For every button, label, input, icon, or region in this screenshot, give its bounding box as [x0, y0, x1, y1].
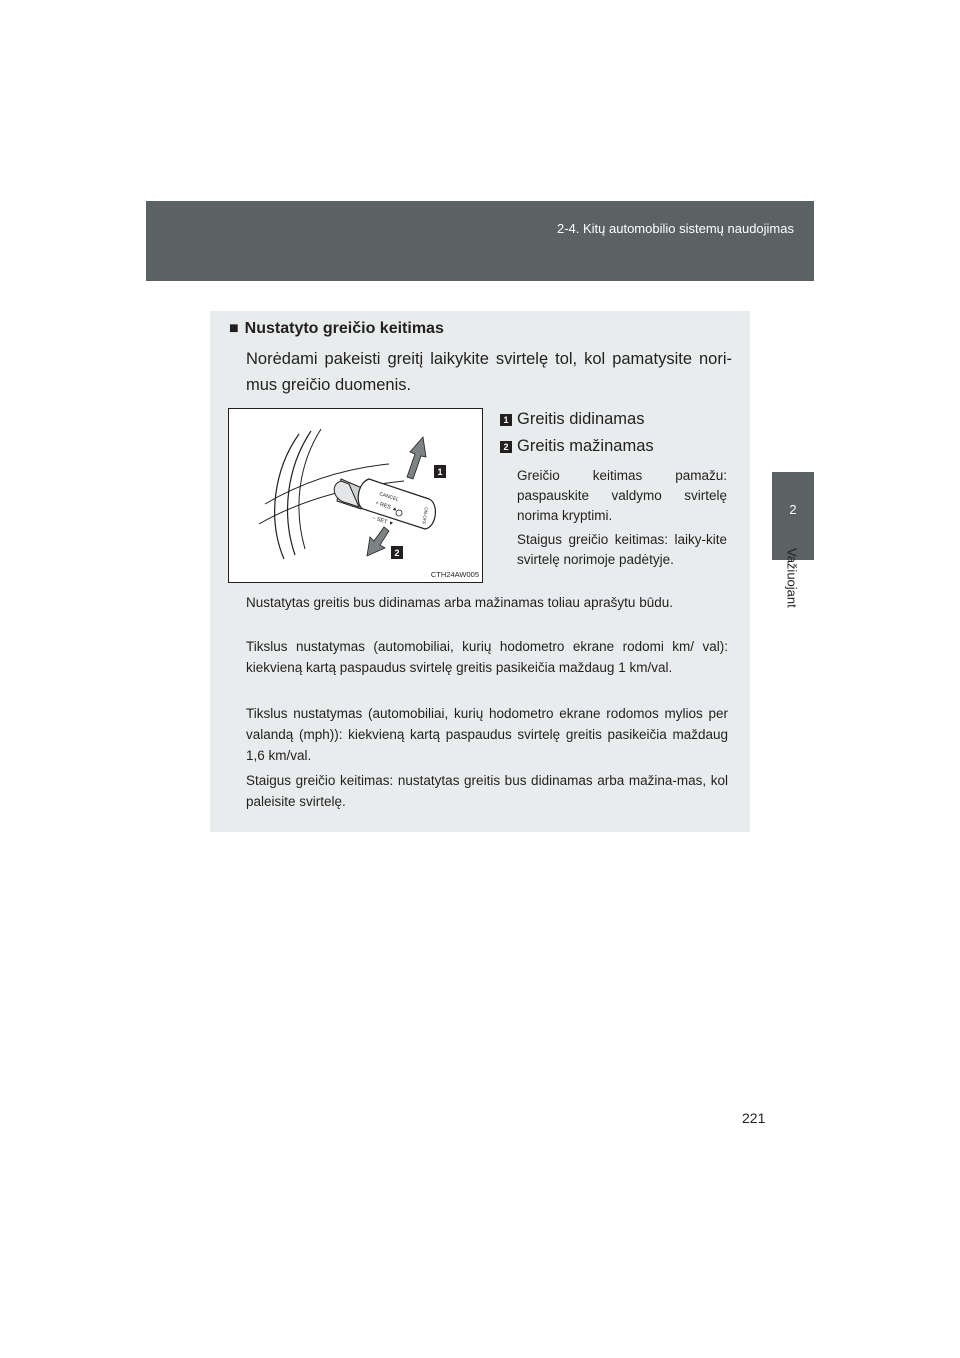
chapter-title: Važiuojant: [784, 548, 800, 608]
legend-item-increase: [500, 410, 644, 429]
paragraph-speed-adjust: Nustatytas greitis bus didinamas arba mažinamas toliau aprašytu būdu.: [246, 595, 673, 610]
header-section-title: 2-4. Kitų automobilio sistemų naudojimas: [556, 221, 794, 236]
lever-label-res: + RES ▲: [374, 500, 399, 514]
note-rapid-change: Staigus greičio keitimas: laiky-kite svirtelę norimoje padėtyje.: [517, 532, 727, 567]
figure-code: CTH24AW005: [430, 570, 479, 579]
legend-number-2: 2: [500, 441, 512, 453]
legend-item-decrease: [500, 437, 654, 456]
page-header: [146, 201, 814, 281]
chapter-number: 2: [789, 502, 797, 517]
lever-label-cancel: CANCEL: [378, 491, 400, 504]
lever-drawing: [229, 409, 483, 583]
page-number: 221: [742, 1110, 766, 1126]
paragraph-fine-adjust-mph: Tikslus nustatymas (automobiliai, kurių hodometro ekrane rodomos mylios per valandą (mph)): kiekvieną kartą paspaudus svirtelę greitis pasikeičia maždaug 1,6 km/val.: [246, 706, 728, 763]
decrease-arrow-icon: [367, 527, 389, 556]
increase-arrow-icon: [407, 437, 426, 479]
legend-label-increase: Greitis didinamas: [517, 410, 645, 428]
callout-1: 1: [437, 467, 443, 477]
bullet-square-icon: ■: [229, 320, 239, 337]
callout-2: 2: [394, 548, 400, 558]
paragraph-fine-adjust-km: Tikslus nustatymas (automobiliai, kurių hodometro ekrane rodomi km/ val): kiekvieną kartą paspaudus svirtelę greitis pasikeičia maždaug 1 km/val.: [246, 639, 728, 675]
lever-label-onoff: ON-OFF: [421, 506, 429, 525]
cruise-control-lever-illustration: [228, 408, 483, 583]
section-intro: Norėdami pakeisti greitį laikykite svirtelę tol, kol pamatysite nori-mus greičio duomenis.: [246, 350, 732, 394]
chapter-tab: [772, 472, 814, 560]
legend-number-1: 1: [500, 414, 512, 426]
paragraph-rapid-adjust: Staigus greičio keitimas: nustatytas greitis bus didinamas arba mažina-mas, kol paleisite svirtelę.: [246, 773, 728, 809]
legend-label-decrease: Greitis mažinamas: [517, 437, 654, 455]
section-heading: [229, 320, 444, 338]
section-title: Nustatyto greičio keitimas: [244, 320, 444, 337]
note-gradual-change: Greičio keitimas pamažu: paspauskite valdymo svirtelę norima kryptimi.: [517, 468, 727, 523]
lever-label-set: – SET ▼: [371, 515, 395, 528]
